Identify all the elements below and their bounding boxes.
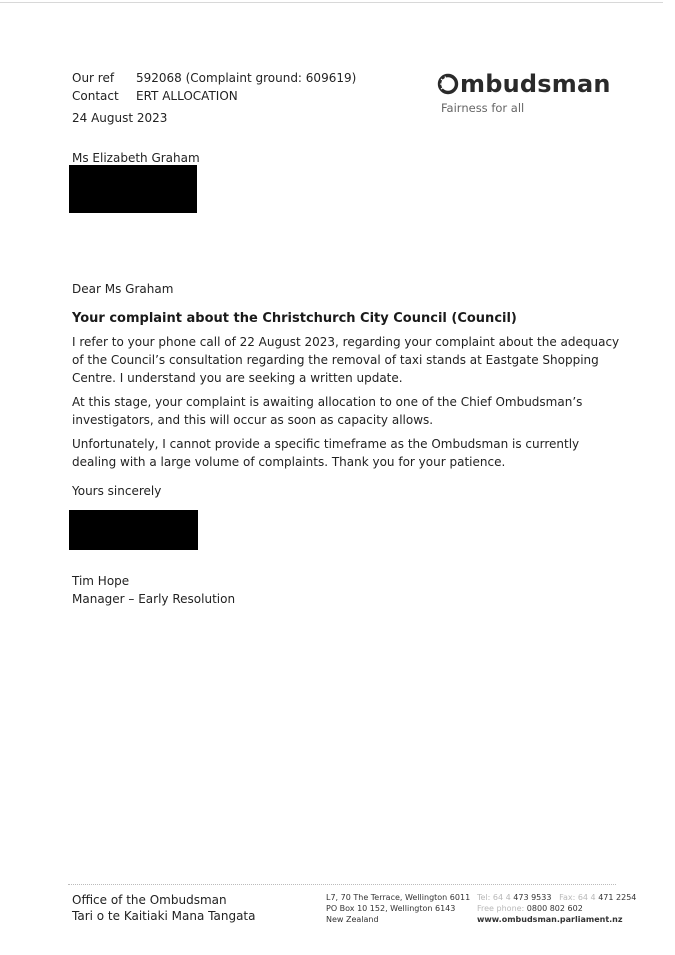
address-street: L7, 70 The Terrace, Wellington 6011 xyxy=(326,893,471,902)
freephone-line xyxy=(477,903,636,914)
letter-date: 24 August 2023 xyxy=(72,111,168,125)
address-country: New Zealand xyxy=(326,915,379,924)
phone-fax-line xyxy=(477,892,636,903)
salutation: Dear Ms Graham xyxy=(72,282,174,296)
freephone-label: Free phone: xyxy=(477,904,525,913)
footer-address xyxy=(326,892,470,925)
our-ref-label: Our ref xyxy=(72,71,115,85)
signer-block xyxy=(72,572,235,608)
letter-subject: Your complaint about the Christchurch City Council (Council) xyxy=(72,311,517,326)
redacted-signature xyxy=(69,510,198,550)
address-pobox: PO Box 10 152, Wellington 6143 xyxy=(326,904,456,913)
signer-name: Tim Hope xyxy=(72,574,130,588)
body-paragraph-3: Unfortunately, I cannot provide a specific timeframe as the Ombudsman is currently dealing with a large volume of complaints. Thank you for your patience. xyxy=(72,437,580,469)
logo-wordmark: mbudsman xyxy=(460,70,611,98)
footer-divider xyxy=(68,884,616,885)
signer-title: Manager – Early Resolution xyxy=(72,592,236,606)
fax-label: Fax: 64 4 xyxy=(559,893,596,902)
contact-label: Contact xyxy=(72,89,119,103)
swirl-o-icon xyxy=(437,73,459,95)
recipient-name: Ms Elizabeth Graham xyxy=(72,151,200,165)
ombudsman-logo xyxy=(437,70,617,115)
footer-contact xyxy=(477,892,636,925)
signoff: Yours sincerely xyxy=(72,484,162,498)
logo-tagline: Fairness for all xyxy=(441,101,525,115)
our-ref-value: 592068 (Complaint ground: 609619) xyxy=(136,71,357,85)
fax-number: 471 2254 xyxy=(598,893,637,902)
freephone-number: 0800 802 602 xyxy=(526,904,583,913)
office-name-english: Office of the Ombudsman xyxy=(72,893,227,907)
footer-office-names xyxy=(72,892,256,924)
website-link[interactable]: www.ombudsman.parliament.nz xyxy=(477,915,623,924)
office-name-maori: Tari o te Kaitiaki Mana Tangata xyxy=(72,909,256,923)
our-ref-row xyxy=(72,69,356,87)
contact-row xyxy=(72,87,356,105)
reference-block xyxy=(72,69,356,127)
tel-number: 473 9533 xyxy=(513,893,552,902)
body-paragraph-2: At this stage, your complaint is awaiting allocation to one of the Chief Ombudsman’s investigators, and this will occur as soon as capacity allows. xyxy=(72,395,583,427)
body-paragraph-1: I refer to your phone call of 22 August 2023, regarding your complaint about the adequacy of the Council’s consultation regarding the removal of taxi stands at Eastgate Shopping Centre. I understand you are seeking a written update. xyxy=(72,335,620,385)
top-scan-edge xyxy=(0,2,663,3)
tel-label: Tel: 64 4 xyxy=(477,893,511,902)
redacted-address-block xyxy=(69,165,197,213)
contact-value: ERT ALLOCATION xyxy=(136,89,238,103)
